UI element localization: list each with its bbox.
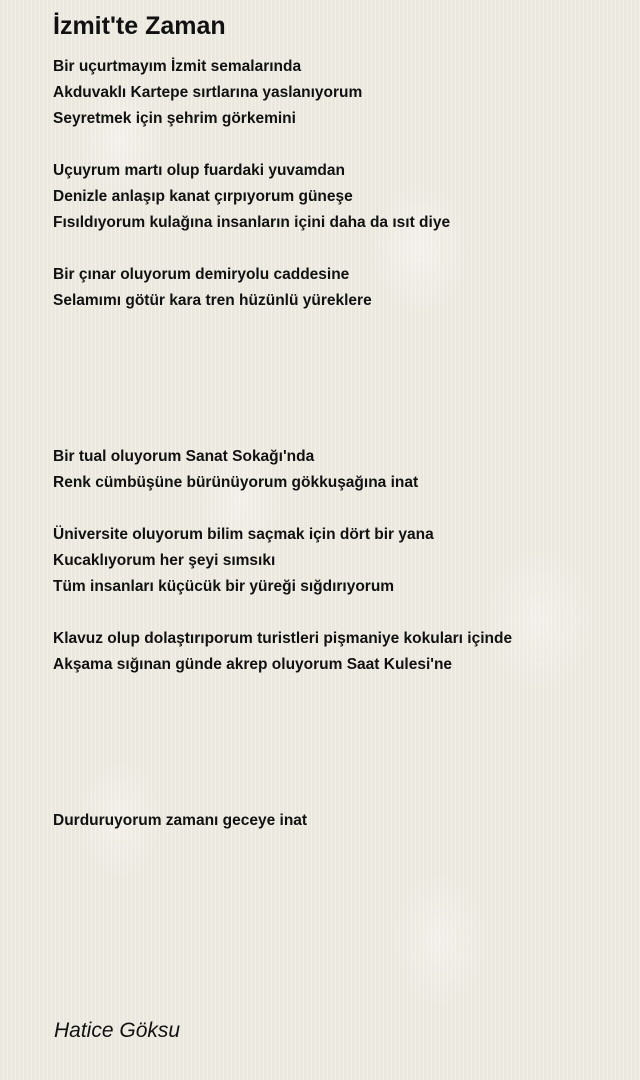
stanza-4 (53, 444, 623, 496)
stanza-5 (53, 522, 623, 600)
poem-author: Hatice Göksu (54, 1019, 181, 1042)
poem-line: Denizle anlaşıp kanat çırpıyorum güneşe (53, 188, 353, 205)
poem-line: Klavuz olup dolaştırıporum turistleri pişmaniye kokuları içinde (53, 630, 513, 647)
poem-line: Tüm insanları küçücük bir yüreği sığdırıyorum (53, 578, 395, 595)
stanza-3 (53, 262, 623, 314)
poem-line: Selamımı götür kara tren hüzünlü yüreklere (53, 292, 372, 309)
poem-line: Bir çınar oluyorum demiryolu caddesine (53, 266, 350, 283)
poem-line: Durduruyorum zamanı geceye inat (53, 812, 308, 829)
poem-line: Renk cümbüşüne bürünüyorum gökkuşağına inat (53, 474, 419, 491)
poem-line: Akşama sığınan günde akrep oluyorum Saat Kulesi'ne (53, 656, 453, 673)
poem-line: Fısıldıyorum kulağına insanların içini daha da ısıt diye (53, 214, 451, 231)
stanza-1 (53, 54, 623, 132)
poem-title: İzmit'te Zaman (53, 12, 226, 40)
poem-line: Uçuyrum martı olup fuardaki yuvamdan (53, 162, 345, 179)
poem-line: Akduvaklı Kartepe sırtlarına yaslanıyorum (53, 84, 363, 101)
poem-line: Kucaklıyorum her şeyi sımsıkı (53, 552, 276, 569)
poem-container (53, 10, 623, 860)
poem-line: Bir tual oluyorum Sanat Sokağı'nda (53, 448, 315, 465)
poem-line: Üniversite oluyorum bilim saçmak için dört bir yana (53, 526, 434, 543)
stanza-6 (53, 626, 623, 678)
poem-line: Seyretmek için şehrim görkemini (53, 110, 296, 127)
stanza-7 (53, 808, 623, 834)
poem-line: Bir uçurtmayım İzmit semalarında (53, 58, 302, 75)
stanza-2 (53, 158, 623, 236)
